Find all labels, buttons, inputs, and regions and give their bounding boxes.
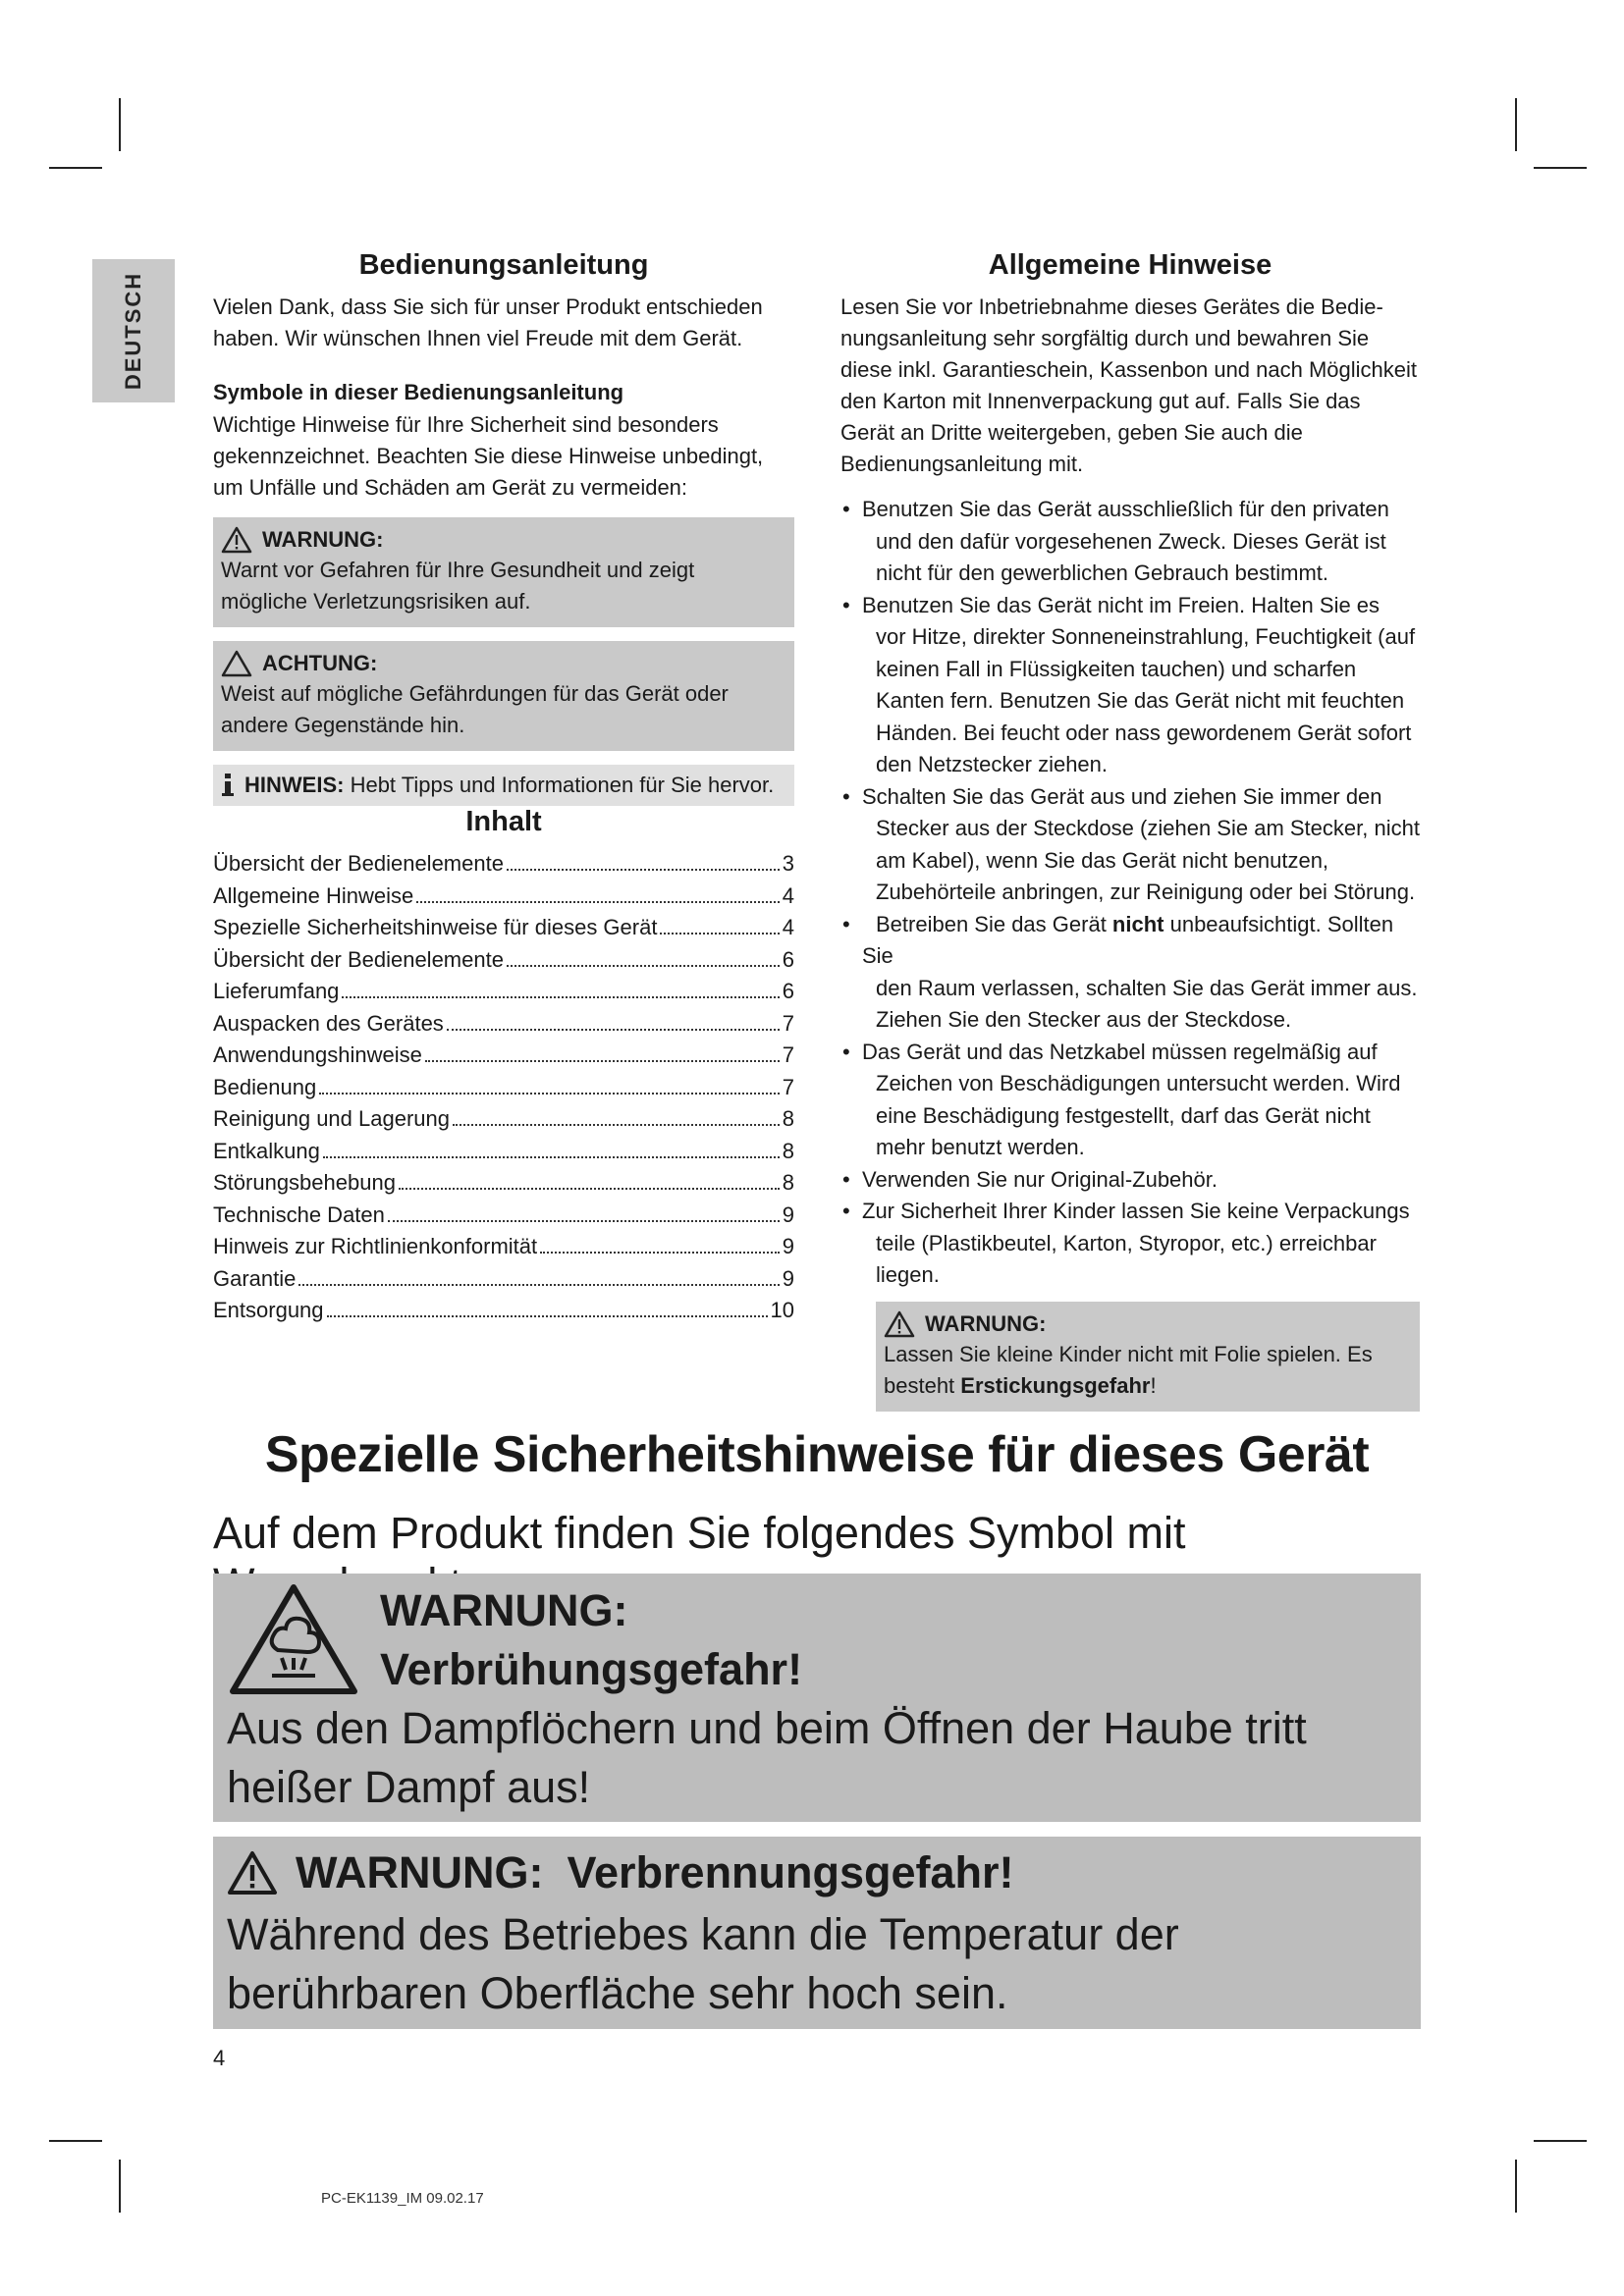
burn-warning-text: Während des Betriebes kann die Temperatur der berührbaren Oberfläche sehr hoch sein. xyxy=(227,1909,1179,2018)
section-title-allgemeine-hinweise: Allgemeine Hinweise xyxy=(988,249,1272,281)
toc-entry[interactable]: Auspacken des Gerätes 7 xyxy=(213,1010,794,1036)
symbols-text: Wichtige Hinweise für Ihre Sicherheit sind besonders gekennzeichnet. Beachten Sie diese Hinweise unbedingt, um Unfälle und Schäden am Gerät zu vermeiden: xyxy=(213,412,764,500)
language-tab xyxy=(92,259,175,402)
hinweis-label: HINWEIS: xyxy=(244,773,345,797)
toc-entry[interactable]: Störungsbehebung 8 xyxy=(213,1170,794,1195)
kids-warnung-label: WARNUNG: xyxy=(925,1310,1047,1336)
special-safety-subtitle: Auf dem Produkt finden Sie folgendes Symbol mit xyxy=(213,1508,1186,1558)
toc-entry[interactable]: Technische Daten 9 xyxy=(213,1201,794,1227)
table-of-contents xyxy=(213,848,794,1327)
warnung-text: Warnt vor Gefahren für Ihre Gesundheit und zeigt mögliche Verletzungsrisiken auf. xyxy=(221,558,695,614)
toc-entry[interactable]: Entsorgung 10 xyxy=(213,1298,794,1322)
toc-entry[interactable]: Reinigung und Lagerung 8 xyxy=(213,1106,794,1131)
scald-warning-box xyxy=(213,1574,1421,1822)
warning-triangle-icon xyxy=(221,526,252,554)
toc-entry[interactable]: Übersicht der Bedienelemente 6 xyxy=(213,946,794,972)
list-item: • Benutzen Sie das Gerät ausschließlich für den privaten und den dafür vorgesehenen Zweck. Dieses Gerät ist nicht für den gewerblichen Gebrauch bestimmt. xyxy=(840,494,1420,590)
toc-entry[interactable]: Spezielle Sicherheitshinweise für dieses Gerät 4 xyxy=(213,915,794,939)
crop-mark xyxy=(119,2160,121,2213)
warnung-label: WARNUNG: xyxy=(262,527,384,552)
achtung-text: Weist auf mögliche Gefährdungen für das Gerät oder andere Gegenstände hin. xyxy=(221,681,729,737)
footer-code: PC-EK1139_IM 09.02.17 xyxy=(321,2190,484,2207)
crop-mark xyxy=(1534,2140,1587,2142)
hot-steam-warning-icon xyxy=(227,1581,360,1697)
kids-warnung-box xyxy=(876,1302,1420,1412)
symbols-heading: Symbole in dieser Bedienungsanleitung xyxy=(213,380,624,404)
warnung-box xyxy=(213,517,794,627)
info-icon xyxy=(221,774,235,797)
crop-mark xyxy=(1515,98,1517,151)
intro-text: Vielen Dank, dass Sie sich für unser Produkt entschieden haben. Wir wünschen Ihnen viel Freude mit dem Gerät. xyxy=(213,294,763,350)
list-item: • Benutzen Sie das Gerät nicht im Freien. Halten Sie es vor Hitze, direkter Sonneneinstrahlung, Feuchtigkeit (auf keinen Fall in Flüssigkeiten tauchen) und scharfen Kanten fern. Benutzen Sie das Gerät nicht mit feuchten Händen. Bei feucht oder nass gewordenem Gerät sofort den Netzstecker ziehen. xyxy=(840,590,1420,781)
list-item: • Schalten Sie das Gerät aus und ziehen Sie immer den Stecker aus der Steckdose (ziehen Sie am Stecker, nicht am Kabel), wenn Sie das Gerät nicht benutzen, Zubehörteile anbringen, zur Reinigung oder bei Störung. xyxy=(840,781,1420,909)
scald-warning-hazard: Verbrühungsgefahr! xyxy=(380,1644,803,1694)
section-title-bedienungsanleitung: Bedienungsanleitung xyxy=(358,249,649,281)
toc-entry[interactable]: Übersicht der Bedienelemente 3 xyxy=(213,851,794,876)
burn-warning-box xyxy=(213,1837,1421,2029)
right-column xyxy=(840,249,1420,1412)
burn-warning-hazard: Verbrennungsgefahr! xyxy=(567,1847,1014,1897)
page-number: 4 xyxy=(213,2046,226,2070)
toc-entry[interactable]: Allgemeine Hinweise 4 xyxy=(213,882,794,908)
hinweis-box xyxy=(213,765,794,806)
scald-warning-label: WARNUNG: xyxy=(380,1585,628,1635)
left-column xyxy=(213,249,794,1327)
safety-list xyxy=(840,494,1420,1292)
toc-entry[interactable]: Bedienung 7 xyxy=(213,1074,794,1099)
crop-mark xyxy=(1534,167,1587,169)
special-safety-title: Spezielle Sicherheitshinweise für dieses Gerät xyxy=(264,1426,1370,1483)
toc-entry[interactable]: Hinweis zur Richtlinienkonformität 9 xyxy=(213,1234,794,1258)
crop-mark xyxy=(49,2140,102,2142)
caution-triangle-icon xyxy=(221,650,252,677)
toc-title: Inhalt xyxy=(465,806,542,837)
warning-triangle-icon xyxy=(884,1310,915,1338)
list-item: • Das Gerät und das Netzkabel müssen regelmäßig auf Zeichen von Beschädigungen untersucht werden. Wird eine Beschädigung festgestellt, darf das Gerät nicht mehr benutzt werden. xyxy=(840,1037,1420,1164)
toc-entry[interactable]: Entkalkung 8 xyxy=(213,1138,794,1163)
achtung-box xyxy=(213,641,794,751)
scald-warning-text: Aus den Dampflöchern und beim Öffnen der Haube tritt heißer Dampf aus! xyxy=(227,1703,1307,1812)
crop-mark xyxy=(49,167,102,169)
toc-entry[interactable]: Anwendungshinweise 7 xyxy=(213,1042,794,1067)
warning-triangle-icon xyxy=(227,1850,278,1896)
achtung-label: ACHTUNG: xyxy=(262,651,378,675)
kids-warnung-text: Lassen Sie kleine Kinder nicht mit Folie spielen. Es besteht Erstickungsgefahr! xyxy=(884,1341,1373,1398)
list-item: • Zur Sicherheit Ihrer Kinder lassen Sie keine Verpackungs teile (Plastikbeutel, Karton, Styropor, etc.) erreichbar liegen. xyxy=(840,1196,1420,1292)
toc-entry[interactable]: Lieferumfang 6 xyxy=(213,979,794,1003)
list-item: • Verwenden Sie nur Original-Zubehör. xyxy=(840,1164,1420,1197)
hinweis-text: Hebt Tipps und Informationen für Sie hervor. xyxy=(350,773,775,797)
general-intro: Lesen Sie vor Inbetriebnahme dieses Gerätes die Bedienungsanleitung sehr sorgfältig durch und bewahren Sie diese inkl. Garantieschein, Kassenbon und nach Möglichkeit den Karton mit Innenverpackung gut auf. Falls Sie das Gerät an Dritte weitergeben, geben Sie auch die Bedienungsanleitung mit. xyxy=(840,294,1418,476)
crop-mark xyxy=(1515,2160,1517,2213)
burn-warning-label: WARNUNG: xyxy=(296,1847,544,1897)
list-item: • Betreiben Sie das Gerät nicht unbeaufsichtigt. Sollten Sie den Raum verlassen, schalten Sie das Gerät immer aus. Ziehen Sie den Stecker aus der Steckdose. xyxy=(840,909,1420,1037)
crop-mark xyxy=(119,98,121,151)
toc-entry[interactable]: Garantie 9 xyxy=(213,1265,794,1291)
language-tab-label: DEUTSCH xyxy=(121,271,145,391)
